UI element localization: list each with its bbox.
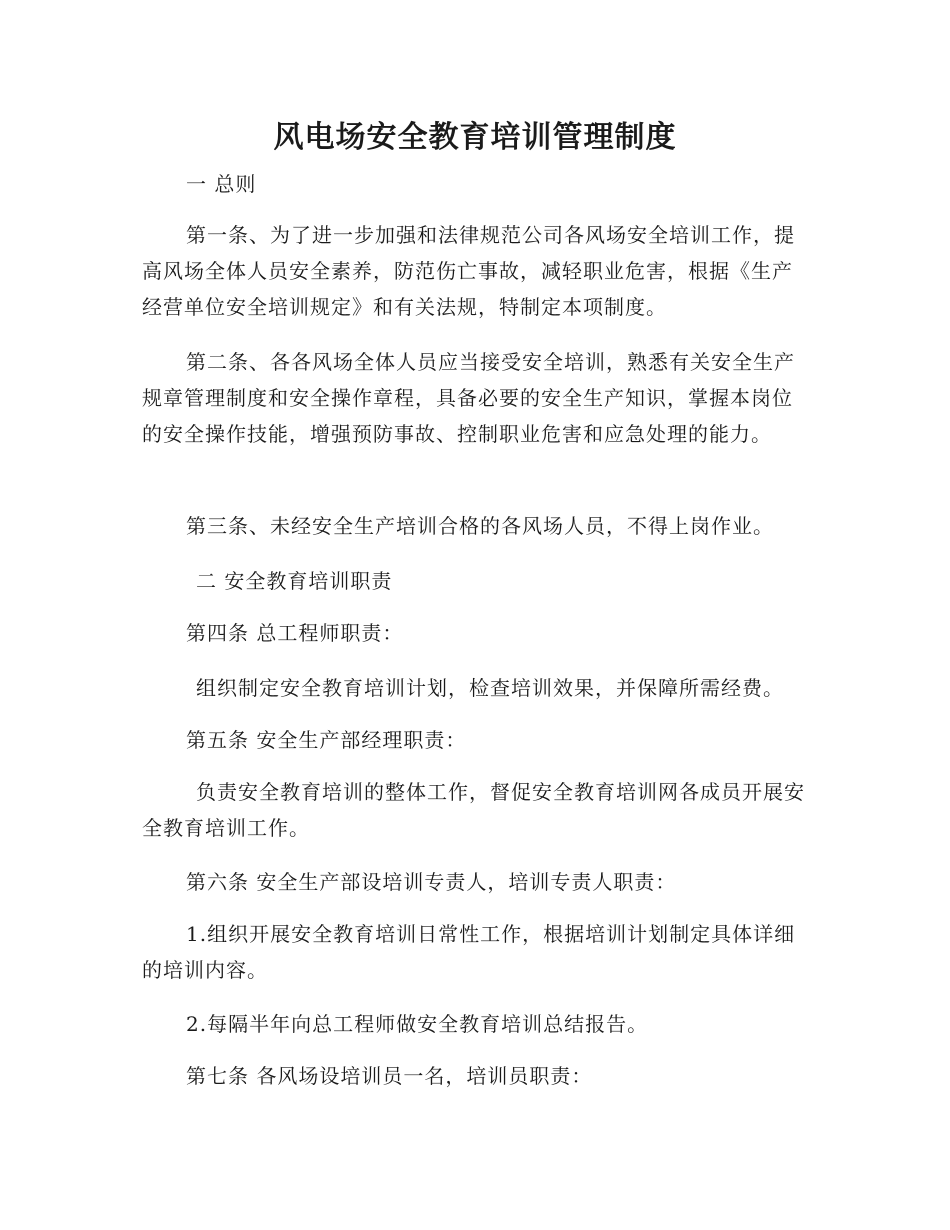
- article-3: 第三条、未经安全生产培训合格的各风场人员，不得上岗作业。: [186, 514, 774, 538]
- document-title: 风电场安全教育培训管理制度: [273, 120, 677, 155]
- article-2: 第二条、各各风场全体人员应当接受安全培训，熟悉有关安全生产规章管理制度和安全操作章程，具备必要的安全生产知识，掌握本岗位的安全操作技能，增强预防事故、控制职业危害和应急处理的能力。: [142, 350, 795, 446]
- article-5-heading: 第五条 安全生产部经理职责：: [186, 728, 467, 752]
- article-7-heading: 第七条 各风场设培训员一名，培训员职责：: [186, 1064, 593, 1088]
- article-5-body: 负责安全教育培训的整体工作，督促安全教育培训网各成员开展安全教育培训工作。: [142, 780, 805, 840]
- article-6-item-2: 2.每隔半年向总工程师做安全教育培训总结报告。: [186, 1012, 649, 1036]
- section-heading-general: 一 总则: [186, 172, 257, 196]
- article-1: 第一条、为了进一步加强和法律规范公司各风场安全培训工作，提高风场全体人员安全素养，防范伤亡事故，减轻职业危害，根据《生产经营单位安全培训规定》和有关法规，特制定本项制度。: [142, 223, 795, 319]
- article-4-body: 组织制定安全教育培训计划，检查培训效果，并保障所需经费。: [196, 676, 784, 700]
- article-6-item-1: 1.组织开展安全教育培训日常性工作，根据培训计划制定具体详细的培训内容。: [142, 922, 796, 982]
- section-heading-responsibilities: 二 安全教育培训职责: [196, 569, 393, 593]
- article-6-heading: 第六条 安全生产部设培训专责人，培训专责人职责：: [186, 870, 677, 894]
- article-4-heading: 第四条 总工程师职责：: [186, 621, 404, 645]
